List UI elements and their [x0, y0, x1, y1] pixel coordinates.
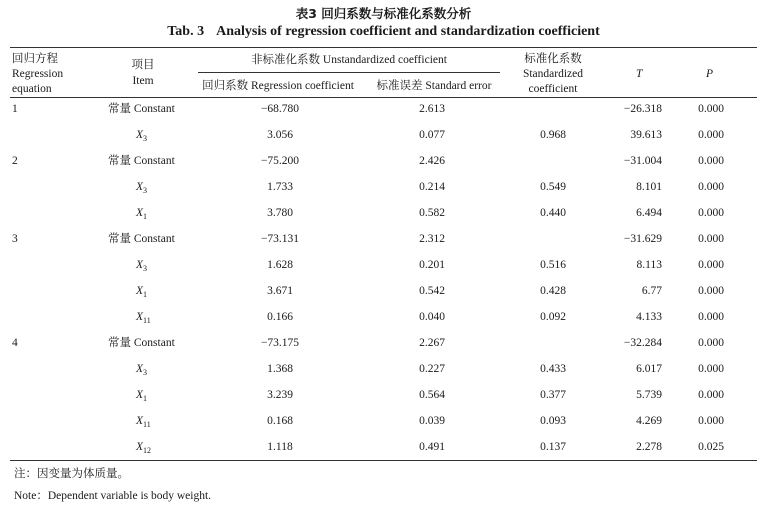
row-regression-coefficient: −68.780: [260, 103, 300, 115]
row-variable: [136, 310, 151, 328]
row-standardized-coefficient: 0.093: [540, 415, 566, 427]
header-standard-error: 标准误差 Standard error: [376, 80, 492, 92]
row-regression-coefficient: −73.131: [260, 233, 300, 245]
row-item: 常量 Constant: [108, 103, 175, 115]
row-standardized-coefficient: 0.516: [540, 259, 566, 271]
variable-letter: X: [136, 415, 144, 427]
top-rule: [10, 47, 757, 48]
row-t-value: 2.278: [636, 441, 662, 453]
row-standard-error: 2.613: [419, 103, 445, 115]
row-variable: [136, 128, 147, 146]
header-std-zh: 标准化系数: [524, 53, 582, 65]
header-eq-zh: 回归方程: [12, 53, 58, 65]
row-standard-error: 0.542: [419, 285, 445, 297]
row-t-value: −26.318: [623, 103, 662, 115]
header-item-zh: 项目: [131, 59, 155, 71]
row-standard-error: 2.267: [419, 337, 445, 349]
row-equation: 2: [12, 155, 18, 167]
note-en: Note：Dependent variable is body weight.: [14, 490, 212, 502]
row-regression-coefficient: −75.200: [260, 155, 300, 167]
row-item: 常量 Constant: [108, 337, 175, 349]
row-equation: 3: [12, 233, 18, 245]
row-t-value: 6.017: [636, 363, 662, 375]
row-p-value: 0.000: [698, 207, 724, 219]
note-zh: 注：因变量为体质量。: [14, 468, 129, 480]
row-regression-coefficient: 1.733: [267, 181, 293, 193]
variable-subscript: 1: [143, 394, 148, 403]
row-p-value: 0.000: [698, 129, 724, 141]
row-standardized-coefficient: 0.428: [540, 285, 566, 297]
row-t-value: −31.629: [623, 233, 662, 245]
header-p: P: [706, 68, 714, 80]
row-standard-error: 2.312: [419, 233, 445, 245]
variable-letter: X: [136, 389, 144, 401]
variable-subscript: 3: [143, 368, 148, 377]
row-equation: 4: [12, 337, 18, 349]
row-standardized-coefficient: 0.092: [540, 311, 566, 323]
row-regression-coefficient: 1.368: [267, 363, 293, 375]
row-variable: [136, 388, 147, 406]
variable-subscript: 1: [143, 212, 148, 221]
row-equation: 1: [12, 103, 18, 115]
row-standard-error: 2.426: [419, 155, 445, 167]
row-standardized-coefficient: 0.137: [540, 441, 566, 453]
variable-letter: X: [136, 207, 144, 219]
variable-subscript: 11: [143, 420, 151, 429]
row-variable: [136, 284, 147, 302]
row-variable: [136, 362, 147, 380]
row-p-value: 0.000: [698, 389, 724, 401]
row-variable: [136, 440, 151, 458]
row-t-value: 5.739: [636, 389, 662, 401]
row-p-value: 0.000: [698, 103, 724, 115]
row-t-value: 8.113: [636, 259, 662, 271]
row-standard-error: 0.491: [419, 441, 445, 453]
row-standard-error: 0.214: [419, 181, 445, 193]
row-t-value: 4.133: [636, 311, 662, 323]
row-p-value: 0.000: [698, 311, 724, 323]
row-regression-coefficient: 0.166: [267, 311, 293, 323]
header-eq-en1: Regression: [12, 68, 64, 80]
variable-subscript: 3: [143, 264, 148, 273]
variable-letter: X: [136, 441, 144, 453]
row-p-value: 0.000: [698, 337, 724, 349]
variable-letter: X: [136, 129, 144, 141]
header-regression-coefficient: 回归系数 Regression coefficient: [202, 80, 354, 92]
header-unstandardized: 非标准化系数 Unstandardized coefficient: [251, 54, 447, 66]
header-eq-en2: equation: [12, 83, 52, 95]
variable-subscript: 1: [143, 290, 148, 299]
header-rule: [10, 97, 757, 98]
row-p-value: 0.025: [698, 441, 724, 453]
row-variable: [136, 180, 147, 198]
row-variable: [136, 258, 147, 276]
row-standard-error: 0.227: [419, 363, 445, 375]
row-variable: [136, 414, 151, 432]
row-t-value: −31.004: [623, 155, 662, 167]
header-std-en1: Standardized: [522, 68, 584, 80]
row-p-value: 0.000: [698, 259, 724, 271]
row-p-value: 0.000: [698, 155, 724, 167]
table-title-zh: 表3 回归系数与标准化系数分析: [295, 6, 472, 21]
row-t-value: 8.101: [636, 181, 662, 193]
table-title-text: Analysis of regression coefficient and standardization coefficient: [216, 24, 600, 39]
variable-subscript: 11: [143, 316, 151, 325]
row-regression-coefficient: −73.175: [260, 337, 300, 349]
row-t-value: 6.494: [636, 207, 662, 219]
header-sub-rule: [198, 72, 500, 73]
row-p-value: 0.000: [698, 181, 724, 193]
header-t: T: [636, 68, 643, 80]
table-title-en: [0, 24, 767, 40]
row-item: 常量 Constant: [108, 155, 175, 167]
row-standard-error: 0.077: [419, 129, 445, 141]
row-standard-error: 0.582: [419, 207, 445, 219]
variable-subscript: 12: [143, 446, 152, 455]
row-item: 常量 Constant: [108, 233, 175, 245]
variable-letter: X: [136, 311, 144, 323]
row-regression-coefficient: 3.671: [267, 285, 293, 297]
row-standardized-coefficient: 0.377: [540, 389, 566, 401]
row-p-value: 0.000: [698, 233, 724, 245]
header-item-en: Item: [132, 75, 154, 87]
row-t-value: 6.77: [641, 285, 662, 297]
row-standardized-coefficient: 0.968: [540, 129, 566, 141]
row-t-value: 39.613: [630, 129, 662, 141]
row-p-value: 0.000: [698, 363, 724, 375]
table-number: Tab. 3: [167, 24, 205, 39]
row-regression-coefficient: 3.239: [267, 389, 293, 401]
variable-letter: X: [136, 259, 144, 271]
variable-subscript: 3: [143, 134, 148, 143]
row-t-value: 4.269: [636, 415, 662, 427]
header-std-en2: coefficient: [528, 83, 578, 95]
variable-letter: X: [136, 363, 144, 375]
row-standardized-coefficient: 0.433: [540, 363, 566, 375]
row-regression-coefficient: 1.628: [267, 259, 293, 271]
row-regression-coefficient: 3.780: [267, 207, 293, 219]
row-regression-coefficient: 3.056: [267, 129, 293, 141]
row-standard-error: 0.201: [419, 259, 445, 271]
bottom-rule: [10, 460, 757, 461]
row-p-value: 0.000: [698, 285, 724, 297]
variable-subscript: 3: [143, 186, 148, 195]
row-t-value: −32.284: [623, 337, 662, 349]
row-p-value: 0.000: [698, 415, 724, 427]
row-standard-error: 0.039: [419, 415, 445, 427]
row-standardized-coefficient: 0.549: [540, 181, 566, 193]
variable-letter: X: [136, 285, 144, 297]
row-standard-error: 0.040: [419, 311, 445, 323]
row-standardized-coefficient: 0.440: [540, 207, 566, 219]
variable-letter: X: [136, 181, 144, 193]
row-variable: [136, 206, 147, 224]
row-standard-error: 0.564: [419, 389, 445, 401]
row-regression-coefficient: 1.118: [267, 441, 293, 453]
row-regression-coefficient: 0.168: [267, 415, 293, 427]
